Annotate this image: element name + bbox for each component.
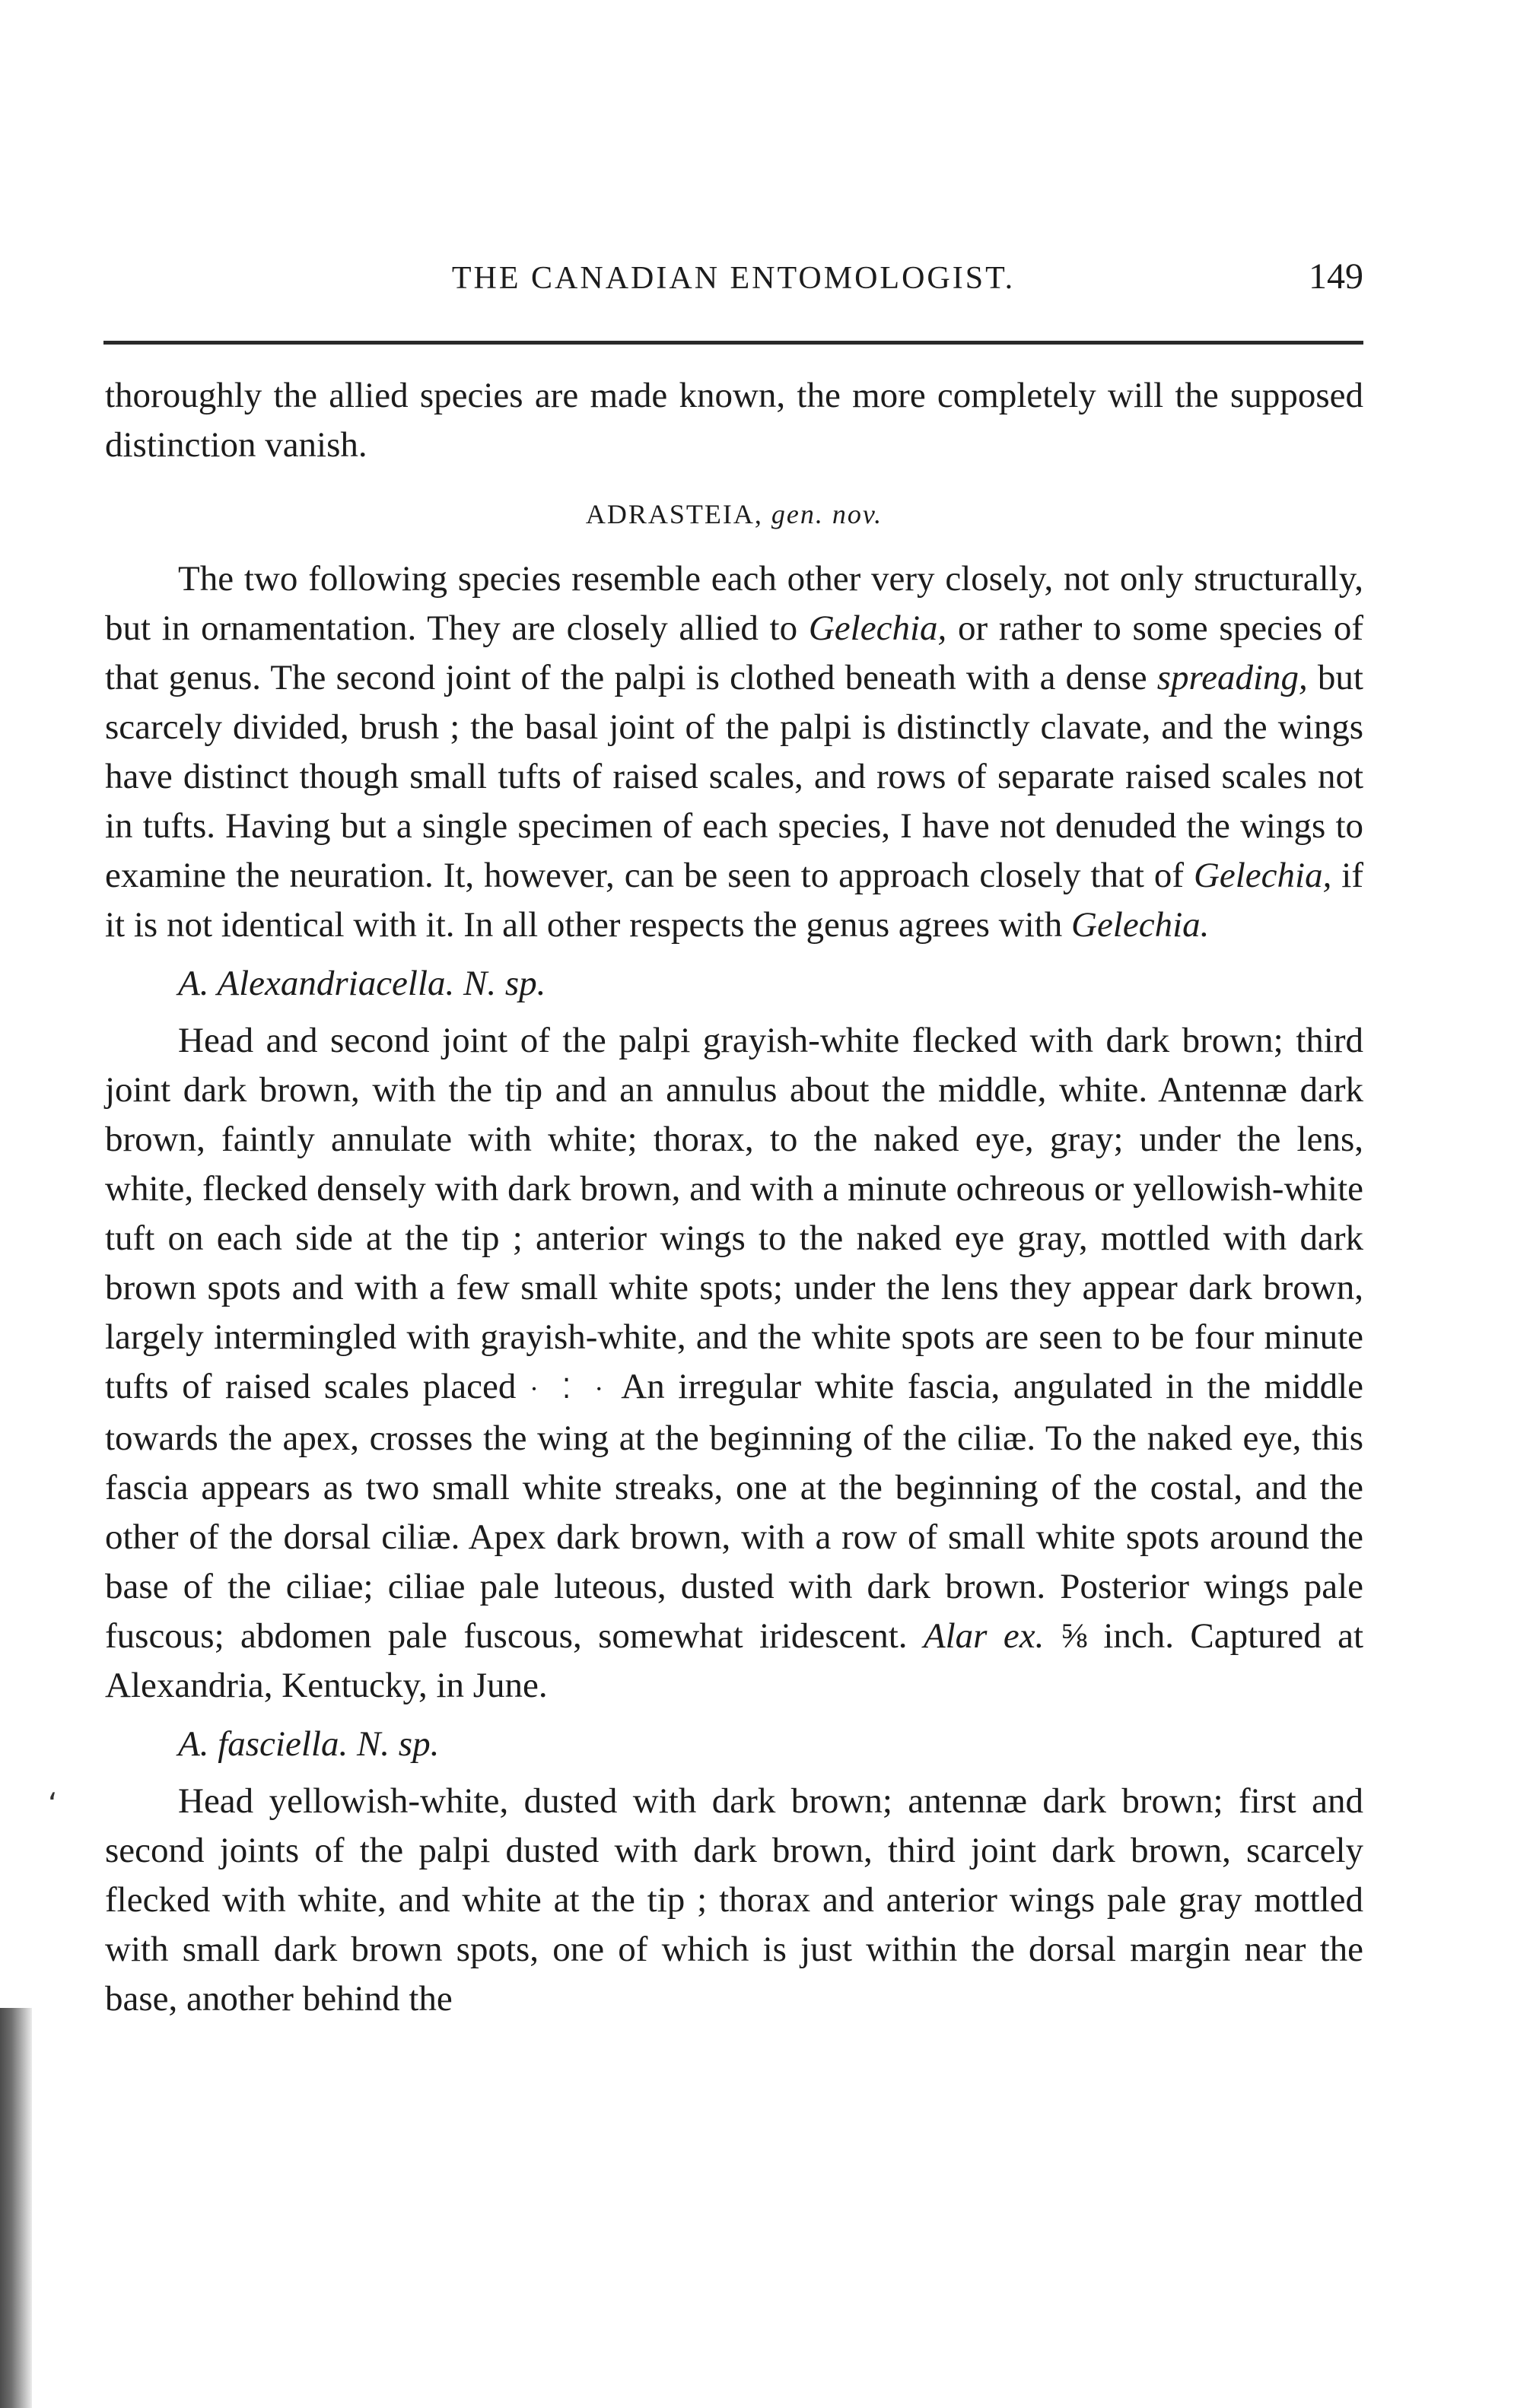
genus-text-4: if it is not identical with it. In all other respects the genus agrees with — [105, 856, 1363, 945]
species1-text-2: An irregular white fascia, angulated in the middle towards the apex, crosses the wing at the beginning of the ciliæ. To the naked eye, this fascia appears as two small white streaks, one at the beginning of the costal, and the other of the dorsal ciliæ. Apex dark brown, with a row of small white spots around the base of the ciliae; ciliae pale luteous, dusted with dark brown. Posterior wings pale fuscous; abdomen pale fuscous, somewhat iridescent. — [105, 1367, 1364, 1656]
genus-italic-3: Gelechia, — [1193, 856, 1332, 895]
genus-note: gen. nov. — [771, 499, 883, 529]
species1-heading: A. Alexandriacella. N. sp. — [178, 964, 546, 1003]
tuft-arrangement-marks: · ⁚ · — [530, 1374, 610, 1404]
page-body — [105, 371, 1363, 2024]
page-number: 149 — [1309, 256, 1363, 297]
genus-italic-2: spreading, — [1156, 658, 1308, 697]
scan-edge-shadow — [0, 2008, 32, 2408]
intro-paragraph: thoroughly the allied species are made known, the more completely will the supposed distinction vanish. — [105, 376, 1363, 465]
alar-expanse-label: Alar ex. — [923, 1616, 1045, 1656]
genus-text-2: or rather to some species of that genus. The second joint of the palpi is clothed beneath with a dense — [105, 608, 1364, 697]
genus-text-1: The two following species resemble each other very closely, not only structurally, but in ornamentation. They are closely allied to — [105, 559, 1363, 648]
genus-heading — [105, 490, 1363, 539]
running-title: THE CANADIAN ENTOMOLOGIST. — [451, 261, 1016, 296]
species1-text-3: ⅝ inch. Captured at Alexandria, Kentucky, in June. — [105, 1616, 1363, 1705]
genus-description — [105, 554, 1363, 950]
margin-mark: ، — [47, 1772, 57, 1807]
genus-name: ADRASTEIA, — [585, 499, 763, 529]
species1-description — [105, 1016, 1363, 1711]
genus-text-3: but scarcely divided, brush ; the basal joint of the palpi is distinctly clavate, and the wings have distinct though small tufts of raised scales, and rows of separate raised scales not in tufts. Having but a single specimen of each species, I have not denuded the wings to examine the neuration. It, however, can be seen to approach closely that of — [105, 658, 1363, 895]
species1-text-1: Head and second joint of the palpi grayish-white flecked with dark brown; third joint dark brown, with the tip and an annulus about the middle, white. Antennæ dark brown, faintly annulate with white; thorax, to the naked eye, gray; under the lens, white, flecked densely with dark brown, and with a minute ochreous or yellowish-white tuft on each side at the tip ; anterior wings to the naked eye gray, mottled with dark brown spots and with a few small white spots; under the lens they appear dark brown, largely intermingled with grayish-white, and the white spots are seen to be four minute tufts of raised scales placed — [105, 1021, 1363, 1406]
species2-description: Head yellowish-white, dusted with dark brown; antennæ dark brown; first and second joints of the palpi dusted with dark brown, third joint dark brown, scarcely flecked with white, and white at the tip ; thorax and anterior wings pale gray mottled with small dark brown spots, one of which is just within the dorsal margin near the base, another behind the — [105, 1781, 1363, 2019]
header-rule — [103, 341, 1363, 345]
page-header — [103, 253, 1363, 321]
species2-heading: A. fasciella. N. sp. — [178, 1724, 440, 1764]
genus-italic-4: Gelechia. — [1071, 905, 1210, 945]
genus-italic-1: Gelechia, — [808, 608, 947, 648]
